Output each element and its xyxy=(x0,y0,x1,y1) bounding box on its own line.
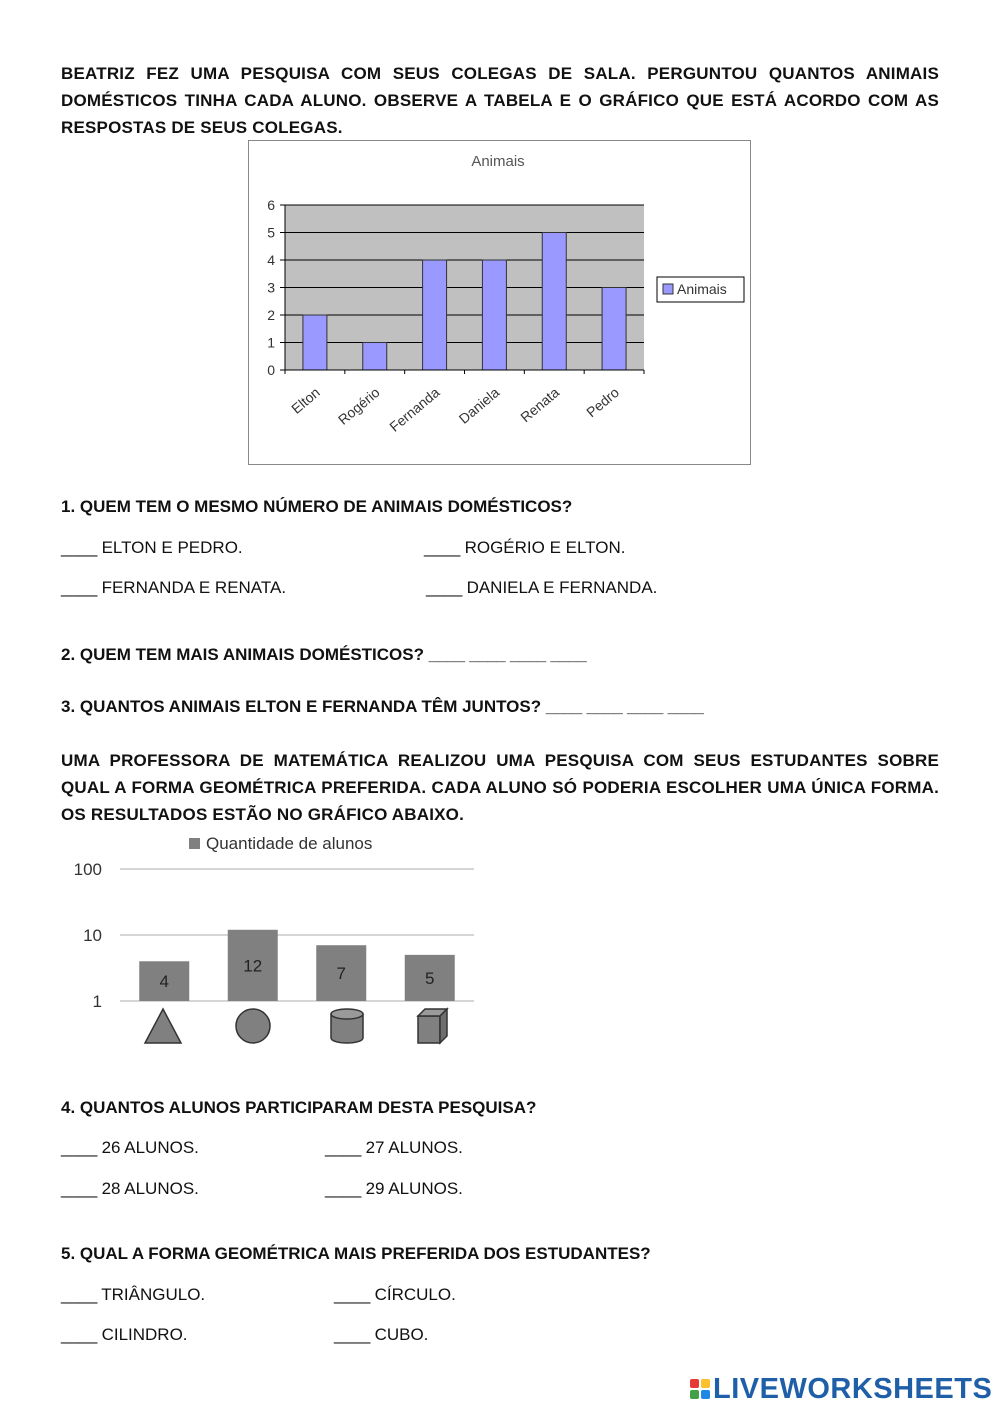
q4-option-1[interactable] xyxy=(61,1138,199,1158)
q4-option-3[interactable] xyxy=(61,1179,199,1199)
y-tick-label: 0 xyxy=(267,362,275,378)
question-2-text: 2. QUEM TEM MAIS ANIMAIS DOMÉSTICOS? xyxy=(61,645,424,664)
legend-swatch xyxy=(189,838,200,849)
answer-blank: ____ xyxy=(61,1285,97,1304)
question-3 xyxy=(61,697,703,717)
answer-blank: ____ xyxy=(334,1285,370,1304)
triangle-icon xyxy=(145,1009,181,1043)
q5-option-2[interactable] xyxy=(334,1285,456,1305)
y-tick-label: 6 xyxy=(267,197,275,213)
question-4: 4. QUANTOS ALUNOS PARTICIPARAM DESTA PESQUISA? xyxy=(61,1098,537,1117)
shapes-bar-chart xyxy=(60,830,480,1055)
answer-blank-3[interactable]: ____ xyxy=(627,697,663,716)
option-label: CUBO. xyxy=(374,1325,429,1344)
bar-elton xyxy=(303,315,327,370)
animals-bar-chart xyxy=(248,140,751,465)
y-tick-label: 1 xyxy=(92,992,102,1011)
data-label: 12 xyxy=(243,956,263,976)
y-tick-label: 1 xyxy=(267,334,275,351)
q4-option-2[interactable] xyxy=(325,1138,463,1158)
cylinder-icon xyxy=(331,1009,363,1043)
answer-blank: ____ xyxy=(325,1138,361,1157)
q1-option-4[interactable] xyxy=(426,578,657,598)
q4-option-4[interactable] xyxy=(325,1179,463,1199)
data-label: 4 xyxy=(159,972,169,992)
legend xyxy=(657,277,744,302)
answer-blank-2[interactable]: ____ xyxy=(469,645,506,664)
cube-icon xyxy=(418,1009,447,1043)
answer-blank-2[interactable]: ____ xyxy=(586,697,623,716)
option-label: 26 ALUNOS. xyxy=(101,1138,199,1157)
answer-blank: ____ xyxy=(426,578,462,597)
liveworksheets-logo[interactable] xyxy=(690,1372,992,1406)
option-label: 29 ALUNOS. xyxy=(365,1179,463,1198)
bar-renata xyxy=(542,233,566,371)
option-label: 27 ALUNOS. xyxy=(365,1138,463,1157)
x-tick-label: Rogério xyxy=(334,384,383,428)
answer-blank-3[interactable]: ____ xyxy=(509,645,546,664)
answer-blank-1[interactable]: ____ xyxy=(545,697,582,716)
answer-blank: ____ xyxy=(61,578,97,597)
y-tick-label: 3 xyxy=(267,279,275,296)
question-2 xyxy=(61,645,586,665)
question-1: 1. QUEM TEM O MESMO NÚMERO DE ANIMAIS DOMÉSTICOS? xyxy=(61,497,573,516)
q5-option-3[interactable] xyxy=(61,1325,188,1345)
answer-blank: ____ xyxy=(334,1325,370,1344)
answer-blank-1[interactable]: ____ xyxy=(428,645,465,664)
answer-blank-4[interactable]: ____ xyxy=(550,645,587,664)
answer-blank-4[interactable]: ____ xyxy=(667,697,704,716)
intro-paragraph-shapes: UMA PROFESSORA DE MATEMÁTICA REALIZOU UMA PESQUISA COM SEUS ESTUDANTES SOBRE QUAL A FORMA GEOMÉTRICA PREFERIDA. CADA ALUNO SÓ PODERIA ESCOLHER UMA ÚNICA FORMA. OS RESULTADOS ESTÃO NO GRÁFICO ABAIXO. xyxy=(61,751,939,824)
y-tick-label: 5 xyxy=(267,224,275,241)
answer-blank: ____ xyxy=(61,1179,97,1198)
y-tick-label: 2 xyxy=(267,307,275,323)
option-label: FERNANDA E RENATA. xyxy=(101,578,287,597)
question-3-text: 3. QUANTOS ANIMAIS ELTON E FERNANDA TÊM JUNTOS? xyxy=(61,697,542,716)
answer-blank: ____ xyxy=(325,1179,361,1198)
q1-option-3[interactable] xyxy=(61,578,286,598)
bar-fernanda xyxy=(423,260,447,370)
q5-option-4[interactable] xyxy=(334,1325,428,1345)
bar-pedro xyxy=(602,288,626,371)
answer-blank: ____ xyxy=(424,538,460,557)
y-tick-label: 4 xyxy=(267,252,275,268)
option-label: TRIÂNGULO. xyxy=(101,1285,206,1304)
y-tick-label: 100 xyxy=(73,860,102,879)
circle-icon xyxy=(236,1009,270,1043)
bar-rogério xyxy=(363,343,387,371)
option-label: 28 ALUNOS. xyxy=(101,1179,199,1198)
x-tick-label: Fernanda xyxy=(386,384,443,435)
question-5: 5. QUAL A FORMA GEOMÉTRICA MAIS PREFERIDA DOS ESTUDANTES? xyxy=(61,1244,651,1263)
logo-text: LIVEWORKSHEETS xyxy=(713,1372,993,1405)
answer-blank: ____ xyxy=(61,1325,97,1344)
q5-option-1[interactable] xyxy=(61,1285,205,1305)
legend-swatch xyxy=(663,284,673,294)
data-label: 7 xyxy=(336,964,346,984)
logo-mark-icon xyxy=(690,1379,710,1399)
intro-paragraph-animals: BEATRIZ FEZ UMA PESQUISA COM SEUS COLEGAS DE SALA. PERGUNTOU QUANTOS ANIMAIS DOMÉSTICOS TINHA CADA ALUNO. OBSERVE A TABELA E O GRÁFICO QUE ESTÁ ACORDO COM AS RESPOSTAS DE SEUS COLEGAS. xyxy=(61,64,939,137)
x-tick-label: Renata xyxy=(517,384,563,426)
option-label: ROGÉRIO E ELTON. xyxy=(464,538,626,557)
legend-label: Quantidade de alunos xyxy=(206,834,373,853)
option-label: CÍRCULO. xyxy=(374,1285,456,1304)
option-label: DANIELA E FERNANDA. xyxy=(466,578,658,597)
x-tick-label: Elton xyxy=(288,384,323,417)
data-label: 5 xyxy=(425,968,435,988)
bar-daniela xyxy=(482,260,506,370)
q1-option-2[interactable] xyxy=(424,538,625,558)
answer-blank: ____ xyxy=(61,1138,97,1157)
option-label: ELTON E PEDRO. xyxy=(101,538,243,557)
chart-title: Animais xyxy=(471,153,525,170)
option-label: CILINDRO. xyxy=(101,1325,188,1344)
q1-option-1[interactable] xyxy=(61,538,243,558)
answer-blank: ____ xyxy=(61,538,97,557)
legend-label: Animais xyxy=(677,281,727,297)
x-tick-label: Pedro xyxy=(583,384,623,421)
y-tick-label: 10 xyxy=(83,926,102,945)
x-tick-label: Daniela xyxy=(455,384,503,427)
